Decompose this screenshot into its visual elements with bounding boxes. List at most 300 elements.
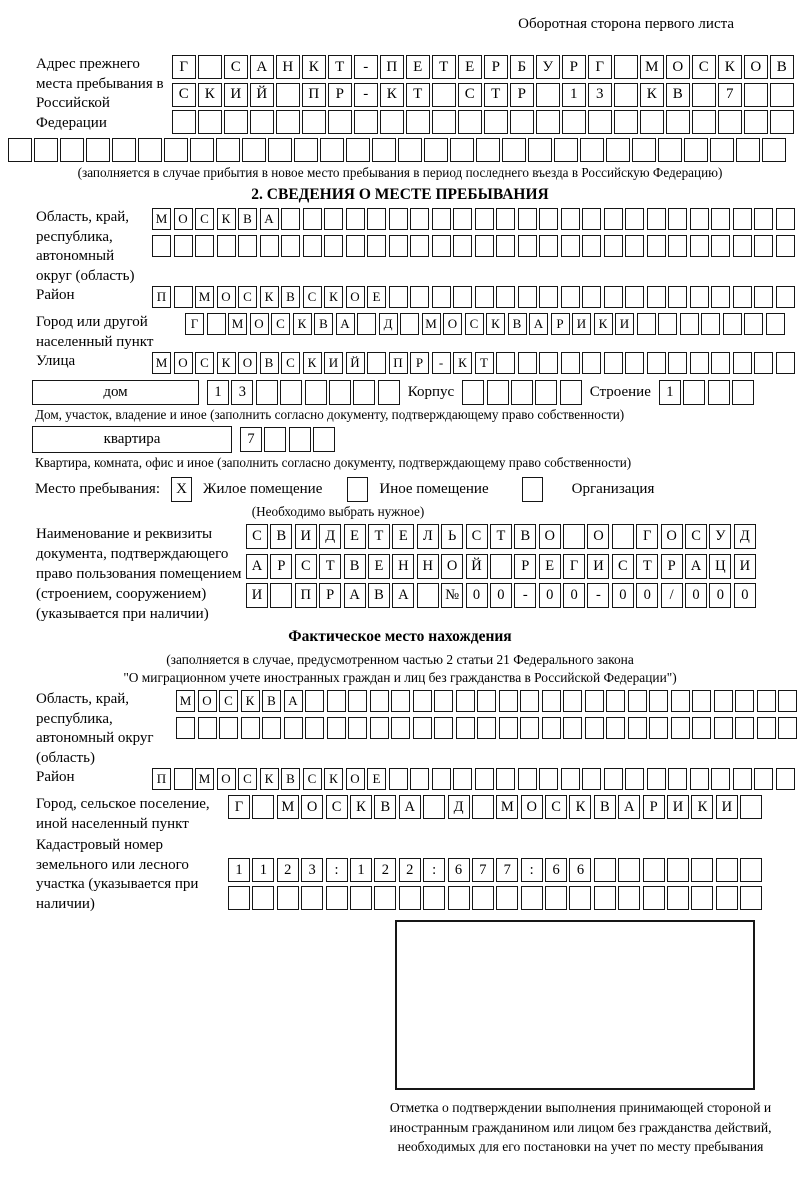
char-cell[interactable]: [502, 138, 526, 162]
char-cell[interactable]: [647, 235, 666, 257]
char-cell[interactable]: [398, 138, 422, 162]
char-cell[interactable]: [303, 235, 322, 257]
char-cell[interactable]: [757, 690, 776, 712]
char-cell[interactable]: Р: [510, 83, 534, 107]
char-cell[interactable]: [174, 768, 193, 790]
char-cell[interactable]: Р: [319, 583, 341, 608]
char-cell[interactable]: 1: [350, 858, 372, 882]
char-cell[interactable]: Г: [636, 524, 658, 549]
char-cell[interactable]: [521, 886, 543, 910]
char-cell[interactable]: [744, 83, 768, 107]
char-cell[interactable]: [604, 352, 623, 374]
char-cell[interactable]: -: [514, 583, 536, 608]
char-cell[interactable]: К: [691, 795, 713, 819]
char-cell[interactable]: 1: [659, 380, 681, 405]
char-cell[interactable]: [667, 858, 689, 882]
char-cell[interactable]: [389, 235, 408, 257]
char-cell[interactable]: [289, 427, 311, 452]
char-cell[interactable]: [711, 235, 730, 257]
char-cell[interactable]: [453, 235, 472, 257]
char-cell[interactable]: [716, 886, 738, 910]
char-cell[interactable]: [690, 286, 709, 308]
char-cell[interactable]: [732, 380, 754, 405]
char-cell[interactable]: В: [262, 690, 281, 712]
char-cell[interactable]: К: [324, 768, 343, 790]
char-cell[interactable]: [539, 352, 558, 374]
char-cell[interactable]: Е: [368, 554, 390, 579]
char-cell[interactable]: [207, 313, 226, 335]
char-cell[interactable]: [618, 886, 640, 910]
char-cell[interactable]: А: [284, 690, 303, 712]
char-cell[interactable]: [535, 380, 557, 405]
char-cell[interactable]: [692, 110, 716, 134]
char-cell[interactable]: 0: [539, 583, 561, 608]
char-cell[interactable]: [647, 286, 666, 308]
char-cell[interactable]: [453, 208, 472, 230]
char-cell[interactable]: [561, 768, 580, 790]
char-cell[interactable]: [432, 208, 451, 230]
char-cell[interactable]: Р: [484, 55, 508, 79]
char-cell[interactable]: [475, 768, 494, 790]
char-cell[interactable]: В: [374, 795, 396, 819]
char-cell[interactable]: К: [198, 83, 222, 107]
char-cell[interactable]: 6: [569, 858, 591, 882]
char-cell[interactable]: [754, 208, 773, 230]
char-cell[interactable]: С: [271, 313, 290, 335]
char-cell[interactable]: Ь: [441, 524, 463, 549]
char-cell[interactable]: Е: [367, 286, 386, 308]
char-cell[interactable]: [754, 235, 773, 257]
char-cell[interactable]: О: [174, 208, 193, 230]
char-cell[interactable]: Е: [539, 554, 561, 579]
char-cell[interactable]: В: [344, 554, 366, 579]
char-cell[interactable]: [714, 690, 733, 712]
char-cell[interactable]: П: [389, 352, 408, 374]
char-cell[interactable]: [776, 352, 795, 374]
char-cell[interactable]: [348, 717, 367, 739]
char-cell[interactable]: [268, 138, 292, 162]
char-cell[interactable]: [718, 110, 742, 134]
char-cell[interactable]: [736, 138, 760, 162]
char-cell[interactable]: [606, 690, 625, 712]
char-cell[interactable]: В: [508, 313, 527, 335]
char-cell[interactable]: Д: [734, 524, 756, 549]
char-cell[interactable]: А: [529, 313, 548, 335]
char-cell[interactable]: [487, 380, 509, 405]
char-cell[interactable]: Е: [367, 768, 386, 790]
char-cell[interactable]: [198, 717, 217, 739]
char-cell[interactable]: 1: [252, 858, 274, 882]
char-cell[interactable]: 3: [301, 858, 323, 882]
char-cell[interactable]: [250, 110, 274, 134]
char-cell[interactable]: [380, 110, 404, 134]
char-cell[interactable]: С: [195, 352, 214, 374]
char-cell[interactable]: 0: [709, 583, 731, 608]
char-cell[interactable]: Р: [661, 554, 683, 579]
char-cell[interactable]: :: [423, 858, 445, 882]
char-cell[interactable]: [561, 235, 580, 257]
char-cell[interactable]: [228, 886, 250, 910]
char-cell[interactable]: Т: [406, 83, 430, 107]
char-cell[interactable]: [448, 886, 470, 910]
char-cell[interactable]: [432, 83, 456, 107]
char-cell[interactable]: [256, 380, 278, 405]
char-cell[interactable]: Т: [475, 352, 494, 374]
char-cell[interactable]: К: [324, 286, 343, 308]
char-cell[interactable]: Г: [563, 554, 585, 579]
char-cell[interactable]: [649, 717, 668, 739]
char-cell[interactable]: [190, 138, 214, 162]
char-cell[interactable]: С: [303, 768, 322, 790]
char-cell[interactable]: [432, 235, 451, 257]
char-cell[interactable]: [614, 83, 638, 107]
char-cell[interactable]: С: [172, 83, 196, 107]
char-cell[interactable]: К: [241, 690, 260, 712]
char-cell[interactable]: [762, 138, 786, 162]
char-cell[interactable]: [561, 208, 580, 230]
char-cell[interactable]: [224, 110, 248, 134]
char-cell[interactable]: [410, 286, 429, 308]
char-cell[interactable]: И: [734, 554, 756, 579]
char-cell[interactable]: [614, 110, 638, 134]
char-cell[interactable]: [305, 690, 324, 712]
char-cell[interactable]: [252, 795, 274, 819]
char-cell[interactable]: [138, 138, 162, 162]
char-cell[interactable]: 0: [466, 583, 488, 608]
char-cell[interactable]: [294, 138, 318, 162]
char-cell[interactable]: [733, 768, 752, 790]
char-cell[interactable]: С: [303, 286, 322, 308]
char-cell[interactable]: [740, 858, 762, 882]
char-cell[interactable]: К: [486, 313, 505, 335]
char-cell[interactable]: А: [246, 554, 268, 579]
char-cell[interactable]: [625, 768, 644, 790]
char-cell[interactable]: П: [152, 286, 171, 308]
char-cell[interactable]: С: [465, 313, 484, 335]
char-cell[interactable]: [735, 690, 754, 712]
char-cell[interactable]: О: [441, 554, 463, 579]
char-cell[interactable]: [539, 286, 558, 308]
char-cell[interactable]: А: [399, 795, 421, 819]
char-cell[interactable]: Г: [588, 55, 612, 79]
char-cell[interactable]: [475, 208, 494, 230]
char-cell[interactable]: С: [219, 690, 238, 712]
char-cell[interactable]: И: [224, 83, 248, 107]
char-cell[interactable]: [614, 55, 638, 79]
char-cell[interactable]: [372, 138, 396, 162]
char-cell[interactable]: [740, 795, 762, 819]
char-cell[interactable]: Е: [406, 55, 430, 79]
char-cell[interactable]: [475, 235, 494, 257]
char-cell[interactable]: И: [572, 313, 591, 335]
char-cell[interactable]: [649, 690, 668, 712]
char-cell[interactable]: -: [354, 83, 378, 107]
char-cell[interactable]: [585, 690, 604, 712]
char-cell[interactable]: [668, 235, 687, 257]
char-cell[interactable]: [714, 717, 733, 739]
char-cell[interactable]: [329, 380, 351, 405]
char-cell[interactable]: [499, 690, 518, 712]
char-cell[interactable]: [172, 110, 196, 134]
char-cell[interactable]: [643, 886, 665, 910]
char-cell[interactable]: [667, 886, 689, 910]
char-cell[interactable]: О: [666, 55, 690, 79]
char-cell[interactable]: [520, 690, 539, 712]
char-cell[interactable]: М: [152, 208, 171, 230]
char-cell[interactable]: [711, 286, 730, 308]
char-cell[interactable]: 0: [734, 583, 756, 608]
char-cell[interactable]: [582, 352, 601, 374]
char-cell[interactable]: /: [661, 583, 683, 608]
char-cell[interactable]: [8, 138, 32, 162]
char-cell[interactable]: О: [661, 524, 683, 549]
char-cell[interactable]: [453, 768, 472, 790]
char-cell[interactable]: [281, 208, 300, 230]
char-cell[interactable]: В: [666, 83, 690, 107]
char-cell[interactable]: [410, 208, 429, 230]
char-cell[interactable]: Р: [328, 83, 352, 107]
char-cell[interactable]: [262, 717, 281, 739]
char-cell[interactable]: [432, 768, 451, 790]
char-cell[interactable]: [625, 352, 644, 374]
char-cell[interactable]: [370, 690, 389, 712]
char-cell[interactable]: [496, 886, 518, 910]
char-cell[interactable]: [539, 235, 558, 257]
char-cell[interactable]: [264, 427, 286, 452]
char-cell[interactable]: [625, 208, 644, 230]
char-cell[interactable]: [357, 313, 376, 335]
char-cell[interactable]: [668, 352, 687, 374]
char-cell[interactable]: [432, 286, 451, 308]
char-cell[interactable]: К: [217, 352, 236, 374]
char-cell[interactable]: [692, 717, 711, 739]
char-cell[interactable]: [647, 352, 666, 374]
char-cell[interactable]: Н: [276, 55, 300, 79]
char-cell[interactable]: О: [744, 55, 768, 79]
char-cell[interactable]: [536, 110, 560, 134]
char-cell[interactable]: Т: [636, 554, 658, 579]
checkbox-organizatsiya[interactable]: [522, 477, 543, 502]
char-cell[interactable]: М: [195, 286, 214, 308]
char-cell[interactable]: [496, 235, 515, 257]
char-cell[interactable]: [776, 208, 795, 230]
char-cell[interactable]: В: [281, 286, 300, 308]
char-cell[interactable]: [539, 768, 558, 790]
char-cell[interactable]: К: [594, 313, 613, 335]
char-cell[interactable]: [692, 690, 711, 712]
char-cell[interactable]: [690, 208, 709, 230]
char-cell[interactable]: [710, 138, 734, 162]
char-cell[interactable]: Д: [448, 795, 470, 819]
char-cell[interactable]: [152, 235, 171, 257]
char-cell[interactable]: [367, 208, 386, 230]
char-cell[interactable]: [510, 110, 534, 134]
char-cell[interactable]: В: [281, 768, 300, 790]
char-cell[interactable]: [545, 886, 567, 910]
char-cell[interactable]: В: [594, 795, 616, 819]
char-cell[interactable]: [326, 886, 348, 910]
char-cell[interactable]: 6: [545, 858, 567, 882]
char-cell[interactable]: [518, 286, 537, 308]
char-cell[interactable]: [536, 83, 560, 107]
char-cell[interactable]: А: [250, 55, 274, 79]
char-cell[interactable]: К: [293, 313, 312, 335]
char-cell[interactable]: А: [685, 554, 707, 579]
char-cell[interactable]: [518, 768, 537, 790]
char-cell[interactable]: Р: [270, 554, 292, 579]
char-cell[interactable]: [733, 208, 752, 230]
checkbox-inoe-pomeshchenie[interactable]: [347, 477, 368, 502]
char-cell[interactable]: [562, 110, 586, 134]
char-cell[interactable]: [628, 717, 647, 739]
char-cell[interactable]: 7: [472, 858, 494, 882]
char-cell[interactable]: О: [521, 795, 543, 819]
char-cell[interactable]: С: [246, 524, 268, 549]
char-cell[interactable]: [280, 380, 302, 405]
char-cell[interactable]: А: [618, 795, 640, 819]
char-cell[interactable]: К: [350, 795, 372, 819]
char-cell[interactable]: [625, 235, 644, 257]
char-cell[interactable]: П: [302, 83, 326, 107]
char-cell[interactable]: [588, 110, 612, 134]
char-cell[interactable]: [174, 235, 193, 257]
char-cell[interactable]: [320, 138, 344, 162]
char-cell[interactable]: [276, 83, 300, 107]
char-cell[interactable]: [313, 427, 335, 452]
char-cell[interactable]: [490, 554, 512, 579]
char-cell[interactable]: [496, 352, 515, 374]
char-cell[interactable]: [582, 208, 601, 230]
char-cell[interactable]: [413, 717, 432, 739]
char-cell[interactable]: С: [612, 554, 634, 579]
char-cell[interactable]: 7: [718, 83, 742, 107]
char-cell[interactable]: С: [195, 208, 214, 230]
char-cell[interactable]: К: [718, 55, 742, 79]
char-cell[interactable]: М: [422, 313, 441, 335]
char-cell[interactable]: [453, 286, 472, 308]
char-cell[interactable]: [389, 208, 408, 230]
char-cell[interactable]: [511, 380, 533, 405]
char-cell[interactable]: О: [587, 524, 609, 549]
char-cell[interactable]: Т: [328, 55, 352, 79]
char-cell[interactable]: [475, 286, 494, 308]
char-cell[interactable]: М: [176, 690, 195, 712]
char-cell[interactable]: [374, 886, 396, 910]
char-cell[interactable]: [174, 286, 193, 308]
char-cell[interactable]: [484, 110, 508, 134]
char-cell[interactable]: [434, 690, 453, 712]
char-cell[interactable]: И: [587, 554, 609, 579]
char-cell[interactable]: [671, 717, 690, 739]
char-cell[interactable]: [348, 690, 367, 712]
char-cell[interactable]: [305, 380, 327, 405]
char-cell[interactable]: 3: [231, 380, 253, 405]
char-cell[interactable]: П: [152, 768, 171, 790]
char-cell[interactable]: К: [260, 768, 279, 790]
char-cell[interactable]: [594, 858, 616, 882]
char-cell[interactable]: [324, 235, 343, 257]
char-cell[interactable]: [668, 768, 687, 790]
char-cell[interactable]: С: [458, 83, 482, 107]
char-cell[interactable]: [671, 690, 690, 712]
char-cell[interactable]: [410, 768, 429, 790]
char-cell[interactable]: У: [536, 55, 560, 79]
char-cell[interactable]: [776, 768, 795, 790]
char-cell[interactable]: И: [295, 524, 317, 549]
char-cell[interactable]: Й: [466, 554, 488, 579]
char-cell[interactable]: [367, 235, 386, 257]
char-cell[interactable]: [569, 886, 591, 910]
char-cell[interactable]: М: [277, 795, 299, 819]
char-cell[interactable]: [560, 380, 582, 405]
char-cell[interactable]: [198, 55, 222, 79]
char-cell[interactable]: У: [709, 524, 731, 549]
char-cell[interactable]: П: [380, 55, 404, 79]
char-cell[interactable]: Н: [417, 554, 439, 579]
char-cell[interactable]: В: [770, 55, 794, 79]
char-cell[interactable]: Т: [432, 55, 456, 79]
char-cell[interactable]: [391, 717, 410, 739]
char-cell[interactable]: [733, 286, 752, 308]
char-cell[interactable]: [723, 313, 742, 335]
char-cell[interactable]: К: [260, 286, 279, 308]
char-cell[interactable]: [680, 313, 699, 335]
char-cell[interactable]: В: [368, 583, 390, 608]
char-cell[interactable]: С: [692, 55, 716, 79]
char-cell[interactable]: [354, 110, 378, 134]
char-cell[interactable]: [618, 858, 640, 882]
char-cell[interactable]: [518, 352, 537, 374]
char-cell[interactable]: [303, 208, 322, 230]
char-cell[interactable]: [708, 380, 730, 405]
char-cell[interactable]: [776, 286, 795, 308]
char-cell[interactable]: М: [496, 795, 518, 819]
char-cell[interactable]: [350, 886, 372, 910]
char-cell[interactable]: [683, 380, 705, 405]
char-cell[interactable]: С: [295, 554, 317, 579]
char-cell[interactable]: [716, 858, 738, 882]
char-cell[interactable]: О: [198, 690, 217, 712]
char-cell[interactable]: [217, 235, 236, 257]
char-cell[interactable]: [711, 208, 730, 230]
char-cell[interactable]: [195, 235, 214, 257]
char-cell[interactable]: 7: [496, 858, 518, 882]
char-cell[interactable]: [476, 138, 500, 162]
char-cell[interactable]: [518, 208, 537, 230]
char-cell[interactable]: С: [545, 795, 567, 819]
char-cell[interactable]: [563, 690, 582, 712]
char-cell[interactable]: И: [615, 313, 634, 335]
char-cell[interactable]: [499, 717, 518, 739]
char-cell[interactable]: Т: [319, 554, 341, 579]
char-cell[interactable]: О: [301, 795, 323, 819]
char-cell[interactable]: И: [667, 795, 689, 819]
char-cell[interactable]: [456, 690, 475, 712]
char-cell[interactable]: П: [295, 583, 317, 608]
char-cell[interactable]: -: [587, 583, 609, 608]
char-cell[interactable]: [612, 524, 634, 549]
char-cell[interactable]: И: [324, 352, 343, 374]
char-cell[interactable]: В: [270, 524, 292, 549]
char-cell[interactable]: [112, 138, 136, 162]
char-cell[interactable]: Е: [344, 524, 366, 549]
char-cell[interactable]: М: [195, 768, 214, 790]
char-cell[interactable]: 0: [685, 583, 707, 608]
char-cell[interactable]: Д: [379, 313, 398, 335]
char-cell[interactable]: [766, 313, 785, 335]
char-cell[interactable]: С: [685, 524, 707, 549]
char-cell[interactable]: [643, 858, 665, 882]
